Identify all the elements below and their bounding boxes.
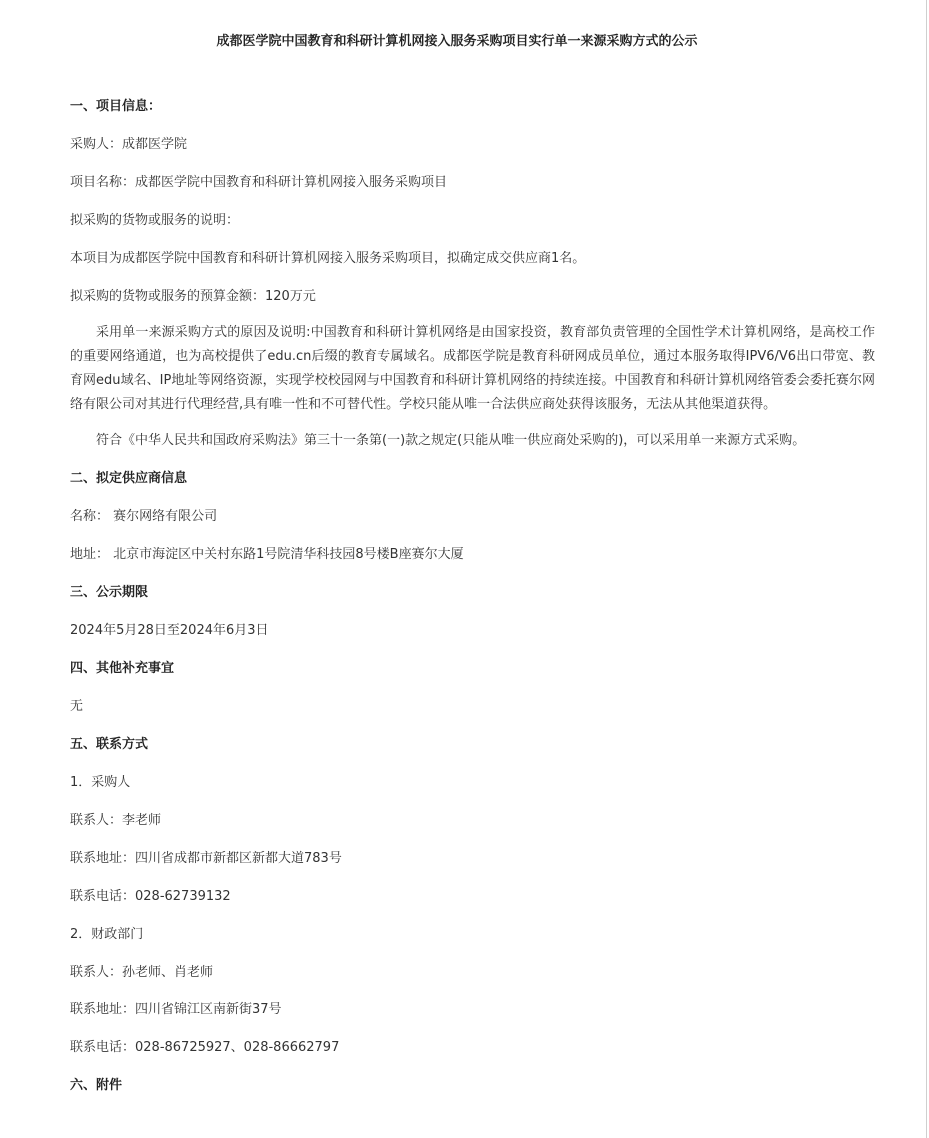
- goods-desc-label: 拟采购的货物或服务的说明：: [70, 213, 240, 228]
- section-heading-other-matters: 四、其他补充事宜: [70, 661, 175, 676]
- single-source-reason-paragraph: 采用单一来源采购方式的原因及说明:中国教育和科研计算机网络是由国家投资，教育部负责管理的全国性学术计算机网络，是高校工作的重要网络通道，也为高校提供了edu.cn后缀的教育专属域名。成都医学院是教育科研网成员单位，通过本服务取得IPV6/V6出口带宽、教育网edu域名、IP地址等网络资源，实现学校校园网与中国教育和科研计算机网络的持续连接。中国教育和科研计算机网络管委会委托赛尔网络有限公司对其进行代理经营,具有唯一性和不可替代性。学校只能从唯一合法供应商处获得该服务，无法从其他渠道获得。: [70, 325, 875, 412]
- purchaser-contact-label: 1．采购人: [70, 775, 131, 790]
- finance-contact-address: 联系地址：四川省锦江区南新街37号: [70, 1002, 282, 1017]
- goods-desc-line: 本项目为成都医学院中国教育和科研计算机网接入服务采购项目，拟确定成交供应商1名。: [70, 251, 586, 266]
- notice-period-line: 2024年5月28日至2024年6月3日: [70, 623, 269, 638]
- other-matters-content: 无: [70, 699, 84, 714]
- budget-line: 拟采购的货物或服务的预算金额：120万元: [70, 289, 316, 304]
- supplier-name-line: 名称： 赛尔网络有限公司: [70, 509, 218, 524]
- purchaser-contact-person: 联系人：李老师: [70, 813, 162, 828]
- page-title: 成都医学院中国教育和科研计算机网接入服务采购项目实行单一来源采购方式的公示: [216, 34, 698, 49]
- purchaser-contact-phone: 联系电话：028-62739132: [70, 889, 231, 904]
- section-heading-contact: 五、联系方式: [70, 737, 149, 752]
- supplier-address-line: 地址： 北京市海淀区中关村东路1号院清华科技园8号楼B座赛尔大厦: [70, 547, 464, 562]
- section-heading-attachments: 六、附件: [70, 1078, 123, 1093]
- project-name-line: 项目名称：成都医学院中国教育和科研计算机网接入服务采购项目: [70, 175, 448, 190]
- finance-contact-phone: 联系电话：028-86725927、028-86662797: [70, 1040, 340, 1055]
- section-heading-notice-period: 三、公示期限: [70, 585, 149, 600]
- purchaser-line: 采购人：成都医学院: [70, 137, 188, 152]
- legal-basis-line: 符合《中华人民共和国政府采购法》第三十一条第(一)款之规定(只能从唯一供应商处采购的)，可以采用单一来源方式采购。: [96, 433, 806, 448]
- purchaser-contact-address: 联系地址：四川省成都市新都区新都大道783号: [70, 851, 342, 866]
- page-border: [926, 0, 927, 1138]
- section-heading-project-info: 一、项目信息：: [70, 99, 162, 114]
- section-heading-supplier-info: 二、拟定供应商信息: [70, 471, 188, 486]
- finance-contact-person: 联系人：孙老师、肖老师: [70, 965, 214, 980]
- finance-dept-label: 2．财政部门: [70, 927, 144, 942]
